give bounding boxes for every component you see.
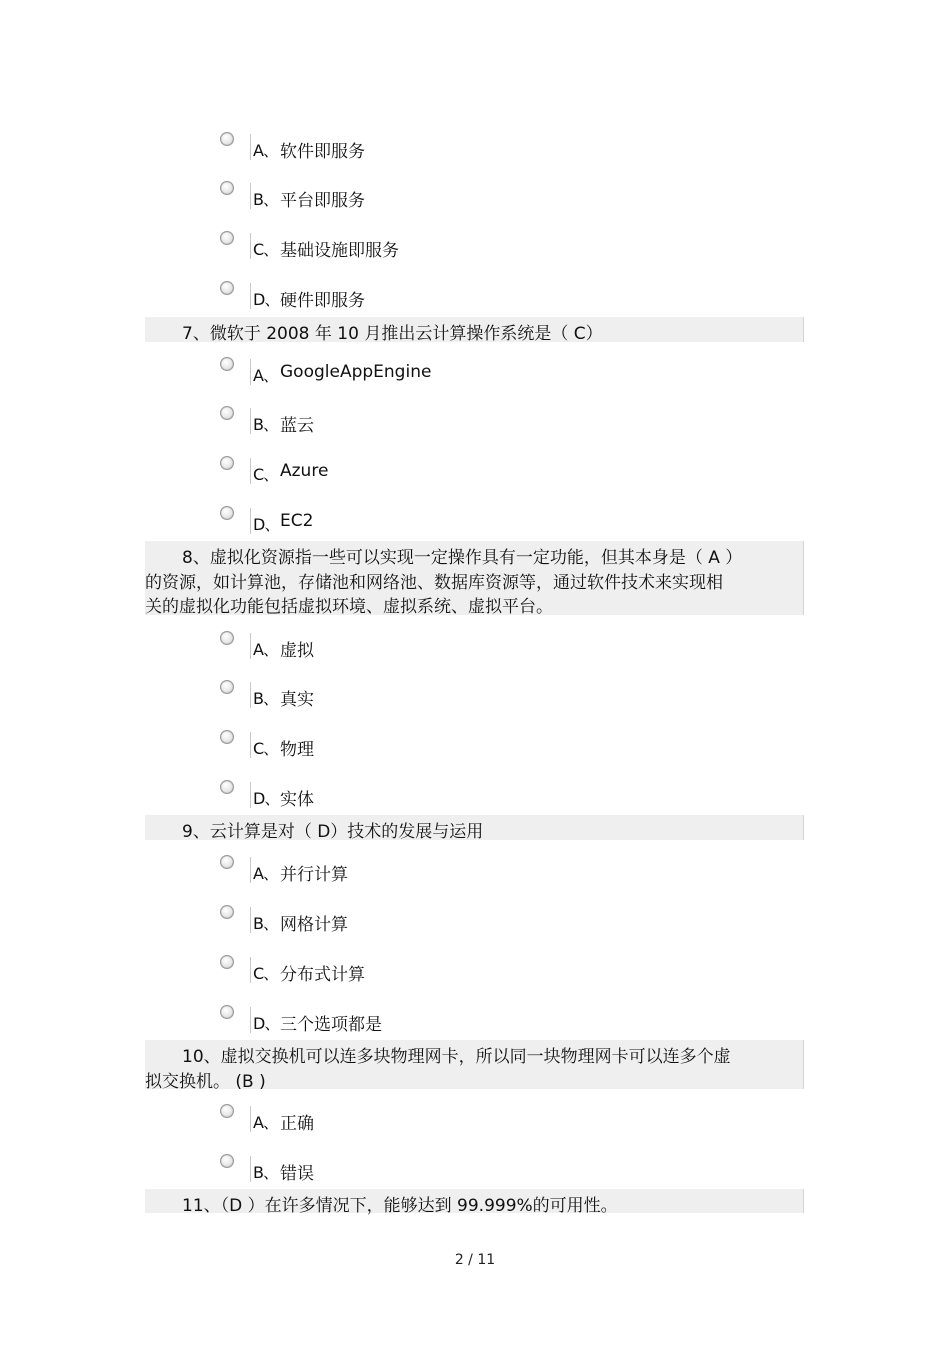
radio-button-icon[interactable] bbox=[220, 905, 234, 919]
q6-option-c[interactable] bbox=[220, 231, 620, 261]
q10-option-a[interactable] bbox=[220, 1104, 620, 1134]
option-letter: D、 bbox=[253, 515, 280, 534]
option-text: 蓝云 bbox=[280, 416, 314, 436]
q6-option-a[interactable] bbox=[220, 132, 620, 162]
radio-button-icon[interactable] bbox=[220, 631, 234, 645]
radio-button-icon[interactable] bbox=[220, 955, 234, 969]
option-text: 分布式计算 bbox=[280, 965, 365, 985]
option-divider bbox=[250, 957, 251, 983]
option-divider bbox=[250, 508, 251, 534]
question-10 bbox=[145, 1040, 804, 1092]
option-text: 真实 bbox=[280, 690, 314, 710]
option-letter: B、 bbox=[253, 1163, 278, 1182]
q7-option-d[interactable] bbox=[220, 506, 620, 536]
option-text: 基础设施即服务 bbox=[280, 241, 399, 261]
option-letter: B、 bbox=[253, 415, 278, 434]
option-letter: A、 bbox=[253, 366, 278, 385]
option-letter: C、 bbox=[253, 739, 279, 758]
option-divider bbox=[250, 782, 251, 808]
question-text-line-1: 8、虚拟化资源指一些可以实现一定操作具有一定功能，但其本身是（ A ） bbox=[182, 548, 743, 568]
option-divider bbox=[250, 283, 251, 309]
option-text: 并行计算 bbox=[280, 865, 348, 885]
option-text: 虚拟 bbox=[280, 641, 314, 661]
radio-button-icon[interactable] bbox=[220, 181, 234, 195]
option-text: EC2 bbox=[280, 511, 314, 531]
option-text: 错误 bbox=[280, 1164, 314, 1184]
question-text-line-1: 10、虚拟交换机可以连多块物理网卡，所以同一块物理网卡可以连多个虚 bbox=[182, 1047, 731, 1067]
q10-option-b[interactable] bbox=[220, 1154, 620, 1184]
radio-button-icon[interactable] bbox=[220, 1154, 234, 1168]
option-letter: D、 bbox=[253, 290, 280, 309]
radio-button-icon[interactable] bbox=[220, 406, 234, 420]
option-text: 网格计算 bbox=[280, 915, 348, 935]
option-letter: A、 bbox=[253, 141, 278, 160]
option-divider bbox=[250, 1007, 251, 1033]
radio-button-icon[interactable] bbox=[220, 456, 234, 470]
radio-button-icon[interactable] bbox=[220, 231, 234, 245]
option-text: Azure bbox=[280, 461, 329, 481]
page-number: 2 / 11 bbox=[454, 1252, 496, 1268]
radio-button-icon[interactable] bbox=[220, 855, 234, 869]
option-letter: C、 bbox=[253, 465, 279, 484]
option-letter: A、 bbox=[253, 640, 278, 659]
q7-option-c[interactable] bbox=[220, 456, 620, 486]
option-divider bbox=[250, 682, 251, 708]
option-text: 三个选项都是 bbox=[280, 1015, 382, 1035]
radio-button-icon[interactable] bbox=[220, 1104, 234, 1118]
option-letter: D、 bbox=[253, 789, 280, 808]
radio-button-icon[interactable] bbox=[220, 780, 234, 794]
q9-option-b[interactable] bbox=[220, 905, 620, 935]
option-divider bbox=[250, 233, 251, 259]
option-letter: B、 bbox=[253, 689, 278, 708]
question-text-line-2: 的资源，如计算池，存储池和网络池、数据库资源等，通过软件技术来实现相 bbox=[145, 573, 723, 593]
q9-option-c[interactable] bbox=[220, 955, 620, 985]
option-divider bbox=[250, 857, 251, 883]
question-text: 9、云计算是对（ D）技术的发展与运用 bbox=[182, 822, 484, 842]
q8-option-d[interactable] bbox=[220, 780, 620, 810]
question-text: 7、微软于 2008 年 10 月推出云计算操作系统是（ C） bbox=[182, 324, 603, 344]
option-divider bbox=[250, 134, 251, 160]
option-text: 物理 bbox=[280, 740, 314, 760]
option-divider bbox=[250, 907, 251, 933]
option-text: GoogleAppEngine bbox=[280, 362, 432, 382]
radio-button-icon[interactable] bbox=[220, 1005, 234, 1019]
q8-option-a[interactable] bbox=[220, 631, 620, 661]
radio-button-icon[interactable] bbox=[220, 680, 234, 694]
option-letter: C、 bbox=[253, 240, 279, 259]
option-text: 平台即服务 bbox=[280, 191, 365, 211]
q8-option-c[interactable] bbox=[220, 730, 620, 760]
option-divider bbox=[250, 183, 251, 209]
radio-button-icon[interactable] bbox=[220, 357, 234, 371]
q6-option-d[interactable] bbox=[220, 281, 620, 311]
option-divider bbox=[250, 408, 251, 434]
option-divider bbox=[250, 359, 251, 385]
q9-option-a[interactable] bbox=[220, 855, 620, 885]
option-divider bbox=[250, 1106, 251, 1132]
option-divider bbox=[250, 732, 251, 758]
question-text-line-2: 拟交换机。 (B ) bbox=[145, 1072, 266, 1092]
radio-button-icon[interactable] bbox=[220, 281, 234, 295]
option-letter: B、 bbox=[253, 914, 278, 933]
question-11 bbox=[145, 1189, 804, 1216]
option-letter: A、 bbox=[253, 864, 278, 883]
question-7 bbox=[145, 317, 804, 342]
q6-option-b[interactable] bbox=[220, 181, 620, 211]
question-text-line-3: 关的虚拟化功能包括虚拟环境、虚拟系统、虚拟平台。 bbox=[145, 597, 553, 617]
option-letter: A、 bbox=[253, 1113, 278, 1132]
option-letter: D、 bbox=[253, 1014, 280, 1033]
question-text: 11、（D ）在许多情况下，能够达到 99.999%的可用性。 bbox=[182, 1196, 618, 1216]
option-text: 实体 bbox=[280, 790, 314, 810]
option-text: 正确 bbox=[280, 1114, 314, 1134]
option-text: 硬件即服务 bbox=[280, 291, 365, 311]
option-letter: B、 bbox=[253, 190, 278, 209]
q8-option-b[interactable] bbox=[220, 680, 620, 710]
q7-option-a[interactable] bbox=[220, 357, 620, 387]
question-8 bbox=[145, 541, 804, 615]
option-letter: C、 bbox=[253, 964, 279, 983]
q7-option-b[interactable] bbox=[220, 406, 620, 436]
radio-button-icon[interactable] bbox=[220, 506, 234, 520]
radio-button-icon[interactable] bbox=[220, 132, 234, 146]
q9-option-d[interactable] bbox=[220, 1005, 620, 1035]
option-divider bbox=[250, 1156, 251, 1182]
option-divider bbox=[250, 633, 251, 659]
question-9 bbox=[145, 815, 804, 840]
option-text: 软件即服务 bbox=[280, 142, 365, 162]
radio-button-icon[interactable] bbox=[220, 730, 234, 744]
option-divider bbox=[250, 458, 251, 484]
